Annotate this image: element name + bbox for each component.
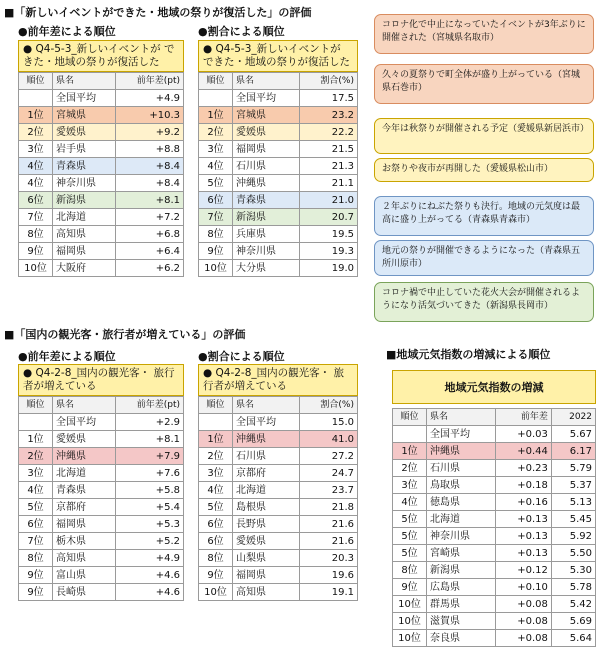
diff-cell: +0.08 [496, 613, 552, 630]
value-cell: 5.30 [551, 562, 595, 579]
value-cell: 5.13 [551, 494, 595, 511]
table-row [19, 243, 184, 260]
table-row [393, 579, 596, 596]
table-row [199, 431, 358, 448]
prefecture-cell: 島根県 [233, 499, 300, 516]
column-header: 割合(%) [300, 397, 358, 414]
diff-cell: +0.16 [496, 494, 552, 511]
rank-cell: 7位 [19, 209, 53, 226]
value-cell: 20.7 [300, 209, 358, 226]
column-header: 県名 [53, 73, 116, 90]
table-row [393, 528, 596, 545]
column-header: 県名 [53, 397, 116, 414]
prefecture-cell: 石川県 [427, 460, 496, 477]
table-row [19, 158, 184, 175]
table-row [19, 465, 184, 482]
comment-callout: コロナ化で中止になっていたイベントが3年ぶりに開催された（宮城県名取市） [374, 14, 594, 54]
prefecture-cell: 岩手県 [53, 141, 116, 158]
comment-callout: ２年ぶりにねぶた祭りも決行。地域の元気度は最高に盛り上がってる（青森県青森市） [374, 196, 594, 236]
value-cell: 5.79 [551, 460, 595, 477]
value-cell: +6.8 [116, 226, 184, 243]
ranking-table [198, 396, 358, 601]
rank-cell: 2位 [199, 124, 233, 141]
value-cell: 19.5 [300, 226, 358, 243]
table-row [199, 499, 358, 516]
section2-left-subtitle: ●前年差による順位 [18, 350, 116, 363]
prefecture-cell: 新潟県 [53, 192, 116, 209]
prefecture-cell: 愛媛県 [53, 124, 116, 141]
ranking-table [18, 396, 184, 601]
table-row [393, 613, 596, 630]
section1-right-subtitle: ●割合による順位 [198, 25, 285, 38]
average-label: 全国平均 [53, 414, 116, 431]
value-cell: +5.4 [116, 499, 184, 516]
table-row [393, 460, 596, 477]
prefecture-cell: 高知県 [53, 550, 116, 567]
rank-cell: 1位 [199, 431, 233, 448]
rank-cell: 10位 [199, 260, 233, 277]
table-header-row [19, 397, 184, 414]
value-cell: 21.6 [300, 533, 358, 550]
table-row [199, 584, 358, 601]
value-cell: +4.9 [116, 550, 184, 567]
rank-cell: 6位 [199, 192, 233, 209]
section3-title-box: 地域元気指数の増減 [392, 370, 596, 404]
value-cell: +7.6 [116, 465, 184, 482]
comment-callout: 地元の祭りが開催できるようになった（青森県五所川原市） [374, 240, 594, 276]
table-row [19, 499, 184, 516]
prefecture-cell: 兵庫県 [233, 226, 300, 243]
table-row [199, 550, 358, 567]
prefecture-cell: 山梨県 [233, 550, 300, 567]
value-cell: 22.2 [300, 124, 358, 141]
table-header-row [393, 409, 596, 426]
prefecture-cell: 高知県 [233, 584, 300, 601]
value-cell: 21.0 [300, 192, 358, 209]
table-row [199, 482, 358, 499]
value-cell: 5.78 [551, 579, 595, 596]
table-row [199, 141, 358, 158]
section1-left-table [18, 40, 184, 277]
value-cell: +6.4 [116, 243, 184, 260]
section2-title: ■「国内の観光客・旅行者が増えている」の評価 [4, 328, 246, 341]
table-row [19, 209, 184, 226]
table-row [19, 175, 184, 192]
rank-cell: 5位 [199, 499, 233, 516]
rank-cell: 1位 [19, 107, 53, 124]
value-cell: +8.4 [116, 158, 184, 175]
value-cell: 5.45 [551, 511, 595, 528]
table-row [199, 226, 358, 243]
table-row [393, 545, 596, 562]
rank-cell: 2位 [19, 448, 53, 465]
prefecture-cell: 長崎県 [53, 584, 116, 601]
rank-cell: 9位 [19, 243, 53, 260]
value-cell: 23.7 [300, 482, 358, 499]
rank-cell: 6位 [19, 516, 53, 533]
ranking-table [392, 408, 596, 647]
table-row [393, 477, 596, 494]
table-row [19, 516, 184, 533]
column-header: 前年差 [496, 409, 552, 426]
prefecture-cell: 石川県 [233, 448, 300, 465]
value-cell: 5.64 [551, 630, 595, 647]
table-row [199, 192, 358, 209]
prefecture-cell: 神奈川県 [233, 243, 300, 260]
column-header: 県名 [233, 73, 300, 90]
prefecture-cell: 北海道 [53, 209, 116, 226]
table-row [19, 141, 184, 158]
prefecture-cell: 青森県 [233, 192, 300, 209]
value-cell: 5.92 [551, 528, 595, 545]
average-value: +2.9 [116, 414, 184, 431]
column-header: 順位 [19, 397, 53, 414]
rank-cell: 3位 [19, 141, 53, 158]
prefecture-cell: 福岡県 [233, 567, 300, 584]
prefecture-cell: 京都府 [233, 465, 300, 482]
rank-cell: 4位 [199, 482, 233, 499]
comment-callout: 今年は秋祭りが開催される予定（愛媛県新居浜市） [374, 118, 594, 154]
column-header: 割合(%) [300, 73, 358, 90]
national-average-row [19, 90, 184, 107]
table-row [199, 124, 358, 141]
table-row [199, 448, 358, 465]
rank-cell: 4位 [19, 158, 53, 175]
rank-cell: 5位 [19, 499, 53, 516]
value-cell: +4.6 [116, 567, 184, 584]
diff-cell: +0.12 [496, 562, 552, 579]
rank-cell: 10位 [199, 584, 233, 601]
table-row [199, 158, 358, 175]
rank-cell: 10位 [393, 630, 427, 647]
comment-callout: お祭りや夜市が再開した（愛媛県松山市） [374, 158, 594, 182]
rank-cell: 4位 [19, 175, 53, 192]
column-header: 順位 [199, 73, 233, 90]
value-cell: 27.2 [300, 448, 358, 465]
value-cell: 21.1 [300, 175, 358, 192]
column-header: 順位 [19, 73, 53, 90]
value-cell: +8.1 [116, 192, 184, 209]
rank-cell: 9位 [199, 567, 233, 584]
section1-left-question-box: ● Q4-5-3_新しいイベントが できた・地域の祭りが復活した [18, 40, 184, 72]
rank-cell: 1位 [19, 431, 53, 448]
national-average-row [199, 414, 358, 431]
average-label: 全国平均 [53, 90, 116, 107]
value-cell: 5.42 [551, 596, 595, 613]
rank-cell: 6位 [199, 516, 233, 533]
average-value: 5.67 [551, 426, 595, 443]
table-row [19, 226, 184, 243]
table-row [199, 533, 358, 550]
prefecture-cell: 福岡県 [233, 141, 300, 158]
column-header: 前年差(pt) [116, 73, 184, 90]
rank-cell: 2位 [393, 460, 427, 477]
value-cell: +7.9 [116, 448, 184, 465]
section3-title: ■地域元気指数の増減による順位 [386, 348, 551, 361]
rank-cell: 8位 [19, 226, 53, 243]
value-cell: +8.8 [116, 141, 184, 158]
rank-cell: 5位 [393, 528, 427, 545]
rank-cell: 1位 [393, 443, 427, 460]
rank-cell: 7位 [19, 533, 53, 550]
value-cell: 20.3 [300, 550, 358, 567]
value-cell: 21.5 [300, 141, 358, 158]
table-row [199, 209, 358, 226]
table-row [19, 533, 184, 550]
rank-cell: 9位 [19, 567, 53, 584]
value-cell: 23.2 [300, 107, 358, 124]
table-row [199, 243, 358, 260]
rank-cell: 6位 [199, 533, 233, 550]
prefecture-cell: 栃木県 [53, 533, 116, 550]
table-row [19, 260, 184, 277]
rank-cell: 8位 [393, 562, 427, 579]
prefecture-cell: 愛媛県 [233, 533, 300, 550]
value-cell: +5.3 [116, 516, 184, 533]
comment-callout: 久々の夏祭りで町全体が盛り上がっている（宮城県石巻市） [374, 64, 594, 104]
prefecture-cell: 神奈川県 [53, 175, 116, 192]
prefecture-cell: 新潟県 [233, 209, 300, 226]
rank-cell: 2位 [19, 124, 53, 141]
prefecture-cell: 神奈川県 [427, 528, 496, 545]
prefecture-cell: 愛媛県 [233, 124, 300, 141]
prefecture-cell: 福岡県 [53, 516, 116, 533]
prefecture-cell: 福岡県 [53, 243, 116, 260]
value-cell: +8.1 [116, 431, 184, 448]
rank-cell: 5位 [393, 511, 427, 528]
value-cell: 19.3 [300, 243, 358, 260]
section2-right-table [198, 364, 358, 601]
table-row [393, 630, 596, 647]
prefecture-cell: 沖縄県 [427, 443, 496, 460]
value-cell: 5.37 [551, 477, 595, 494]
comment-callout: コロナ禍で中止していた花火大会が開催されるようになり活気づいてきた（新潟県長岡市） [374, 282, 594, 322]
table-row [393, 596, 596, 613]
diff-cell: +0.08 [496, 596, 552, 613]
column-header: 順位 [393, 409, 427, 426]
diff-cell: +0.13 [496, 545, 552, 562]
rank-cell: 3位 [199, 141, 233, 158]
table-row [19, 584, 184, 601]
rank-cell: 3位 [19, 465, 53, 482]
rank-cell: 9位 [199, 243, 233, 260]
value-cell: 21.8 [300, 499, 358, 516]
prefecture-cell: 京都府 [53, 499, 116, 516]
value-cell: +4.6 [116, 584, 184, 601]
rank-cell: 9位 [19, 584, 53, 601]
prefecture-cell: 北海道 [427, 511, 496, 528]
table-row [393, 562, 596, 579]
prefecture-cell: 鳥取県 [427, 477, 496, 494]
column-header: 前年差(pt) [116, 397, 184, 414]
value-cell: 5.69 [551, 613, 595, 630]
prefecture-cell: 宮崎県 [427, 545, 496, 562]
section1-title: ■「新しいイベントができた・地域の祭りが復活した」の評価 [4, 6, 312, 19]
value-cell: 5.50 [551, 545, 595, 562]
table-row [393, 511, 596, 528]
diff-cell: +0.08 [496, 630, 552, 647]
prefecture-cell: 富山県 [53, 567, 116, 584]
value-cell: 24.7 [300, 465, 358, 482]
rank-cell: 1位 [199, 107, 233, 124]
rank-cell: 6位 [19, 192, 53, 209]
prefecture-cell: 新潟県 [427, 562, 496, 579]
section3-table [392, 370, 596, 647]
section1-left-subtitle: ●前年差による順位 [18, 25, 116, 38]
average-diff: +0.03 [496, 426, 552, 443]
prefecture-cell: 北海道 [233, 482, 300, 499]
prefecture-cell: 愛媛県 [53, 431, 116, 448]
prefecture-cell: 広島県 [427, 579, 496, 596]
prefecture-cell: 青森県 [53, 158, 116, 175]
average-label: 全国平均 [233, 90, 300, 107]
prefecture-cell: 長野県 [233, 516, 300, 533]
value-cell: +7.2 [116, 209, 184, 226]
value-cell: 41.0 [300, 431, 358, 448]
rank-cell: 7位 [199, 209, 233, 226]
national-average-row [393, 426, 596, 443]
table-row [199, 260, 358, 277]
rank-cell: 8位 [199, 226, 233, 243]
table-row [19, 482, 184, 499]
table-row [19, 448, 184, 465]
table-row [393, 443, 596, 460]
rank-cell: 10位 [19, 260, 53, 277]
average-label: 全国平均 [233, 414, 300, 431]
table-row [199, 465, 358, 482]
table-row [19, 124, 184, 141]
column-header: 2022 [551, 409, 595, 426]
value-cell: 21.3 [300, 158, 358, 175]
value-cell: +5.2 [116, 533, 184, 550]
diff-cell: +0.13 [496, 528, 552, 545]
prefecture-cell: 奈良県 [427, 630, 496, 647]
national-average-row [19, 414, 184, 431]
average-label: 全国平均 [427, 426, 496, 443]
section2-right-subtitle: ●割合による順位 [198, 350, 285, 363]
rank-cell: 4位 [199, 158, 233, 175]
rank-cell: 3位 [199, 465, 233, 482]
prefecture-cell: 沖縄県 [233, 431, 300, 448]
value-cell: +10.3 [116, 107, 184, 124]
diff-cell: +0.44 [496, 443, 552, 460]
column-header: 県名 [427, 409, 496, 426]
value-cell: +8.4 [116, 175, 184, 192]
table-row [393, 494, 596, 511]
column-header: 順位 [199, 397, 233, 414]
value-cell: 6.17 [551, 443, 595, 460]
rank-cell: 9位 [393, 579, 427, 596]
rank-cell: 3位 [393, 477, 427, 494]
rank-cell: 10位 [393, 613, 427, 630]
prefecture-cell: 滋賀県 [427, 613, 496, 630]
ranking-table [18, 72, 184, 277]
prefecture-cell: 徳島県 [427, 494, 496, 511]
diff-cell: +0.10 [496, 579, 552, 596]
diff-cell: +0.23 [496, 460, 552, 477]
diff-cell: +0.13 [496, 511, 552, 528]
table-row [199, 567, 358, 584]
average-value: +4.9 [116, 90, 184, 107]
prefecture-cell: 北海道 [53, 465, 116, 482]
prefecture-cell: 宮城県 [233, 107, 300, 124]
diff-cell: +0.18 [496, 477, 552, 494]
table-header-row [199, 73, 358, 90]
section2-left-table [18, 364, 184, 601]
table-row [19, 567, 184, 584]
prefecture-cell: 石川県 [233, 158, 300, 175]
rank-cell: 8位 [19, 550, 53, 567]
table-row [199, 175, 358, 192]
prefecture-cell: 高知県 [53, 226, 116, 243]
value-cell: 21.6 [300, 516, 358, 533]
rank-cell: 4位 [19, 482, 53, 499]
table-header-row [199, 397, 358, 414]
prefecture-cell: 沖縄県 [53, 448, 116, 465]
table-row [19, 431, 184, 448]
ranking-table [198, 72, 358, 277]
table-row [19, 550, 184, 567]
table-header-row [19, 73, 184, 90]
value-cell: +9.2 [116, 124, 184, 141]
prefecture-cell: 宮城県 [53, 107, 116, 124]
section1-right-table [198, 40, 358, 277]
prefecture-cell: 群馬県 [427, 596, 496, 613]
section2-left-question-box: ● Q4-2-8_国内の観光客・ 旅行者が増えている [18, 364, 184, 396]
prefecture-cell: 大阪府 [53, 260, 116, 277]
average-value: 17.5 [300, 90, 358, 107]
rank-cell: 4位 [393, 494, 427, 511]
national-average-row [199, 90, 358, 107]
table-row [19, 107, 184, 124]
section2-right-question-box: ● Q4-2-8_国内の観光客・ 旅行者が増えている [198, 364, 358, 396]
prefecture-cell: 大分県 [233, 260, 300, 277]
rank-cell: 8位 [199, 550, 233, 567]
table-row [199, 516, 358, 533]
rank-cell: 10位 [393, 596, 427, 613]
prefecture-cell: 青森県 [53, 482, 116, 499]
table-row [19, 192, 184, 209]
prefecture-cell: 沖縄県 [233, 175, 300, 192]
rank-cell: 2位 [199, 448, 233, 465]
value-cell: 19.6 [300, 567, 358, 584]
rank-cell: 5位 [199, 175, 233, 192]
section1-right-question-box: ● Q4-5-3_新しいイベントが できた・地域の祭りが復活した [198, 40, 358, 72]
average-value: 15.0 [300, 414, 358, 431]
table-row [199, 107, 358, 124]
value-cell: +6.2 [116, 260, 184, 277]
column-header: 県名 [233, 397, 300, 414]
value-cell: 19.0 [300, 260, 358, 277]
value-cell: +5.8 [116, 482, 184, 499]
rank-cell: 5位 [393, 545, 427, 562]
value-cell: 19.1 [300, 584, 358, 601]
